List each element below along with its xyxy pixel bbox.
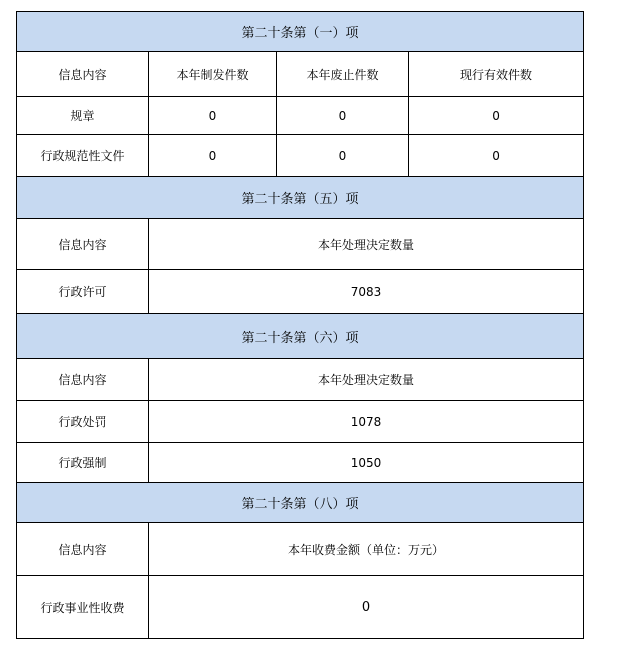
cell-value: 1050 <box>149 443 584 483</box>
cell-value: 0 <box>149 576 584 639</box>
row-label: 行政强制 <box>17 443 149 483</box>
table-row <box>17 270 584 314</box>
content-label: 信息内容 <box>17 52 149 97</box>
column-header: 本年处理决定数量 <box>149 359 584 401</box>
row-label: 行政处罚 <box>17 401 149 443</box>
cell-value: 7083 <box>149 270 584 314</box>
cell-value: 0 <box>277 97 409 135</box>
row-label: 行政规范性文件 <box>17 135 149 177</box>
disclosure-table <box>16 11 584 639</box>
section-header-row <box>17 177 584 219</box>
table-row <box>17 401 584 443</box>
table-row <box>17 97 584 135</box>
table-row <box>17 443 584 483</box>
content-label: 信息内容 <box>17 219 149 270</box>
column-header: 本年废止件数 <box>277 52 409 97</box>
section-title: 第二十条第（六）项 <box>17 314 584 359</box>
column-header-row <box>17 359 584 401</box>
section-title: 第二十条第（五）项 <box>17 177 584 219</box>
section-title: 第二十条第（一）项 <box>17 12 584 52</box>
column-header-row <box>17 52 584 97</box>
column-header-row <box>17 219 584 270</box>
column-header: 现行有效件数 <box>409 52 584 97</box>
row-label: 行政事业性收费 <box>17 576 149 639</box>
section-title: 第二十条第（八）项 <box>17 483 584 523</box>
table-row <box>17 135 584 177</box>
content-label: 信息内容 <box>17 359 149 401</box>
cell-value: 0 <box>409 97 584 135</box>
content-label: 信息内容 <box>17 523 149 576</box>
section-header-row <box>17 483 584 523</box>
row-label: 行政许可 <box>17 270 149 314</box>
column-header: 本年制发件数 <box>149 52 277 97</box>
cell-value: 0 <box>277 135 409 177</box>
cell-value: 0 <box>409 135 584 177</box>
cell-value: 0 <box>149 97 277 135</box>
cell-value: 0 <box>149 135 277 177</box>
section-header-row <box>17 314 584 359</box>
section-header-row <box>17 12 584 52</box>
row-label: 规章 <box>17 97 149 135</box>
column-header: 本年收费金额（单位：万元） <box>149 523 584 576</box>
table-row <box>17 576 584 639</box>
column-header-row <box>17 523 584 576</box>
column-header: 本年处理决定数量 <box>149 219 584 270</box>
cell-value: 1078 <box>149 401 584 443</box>
